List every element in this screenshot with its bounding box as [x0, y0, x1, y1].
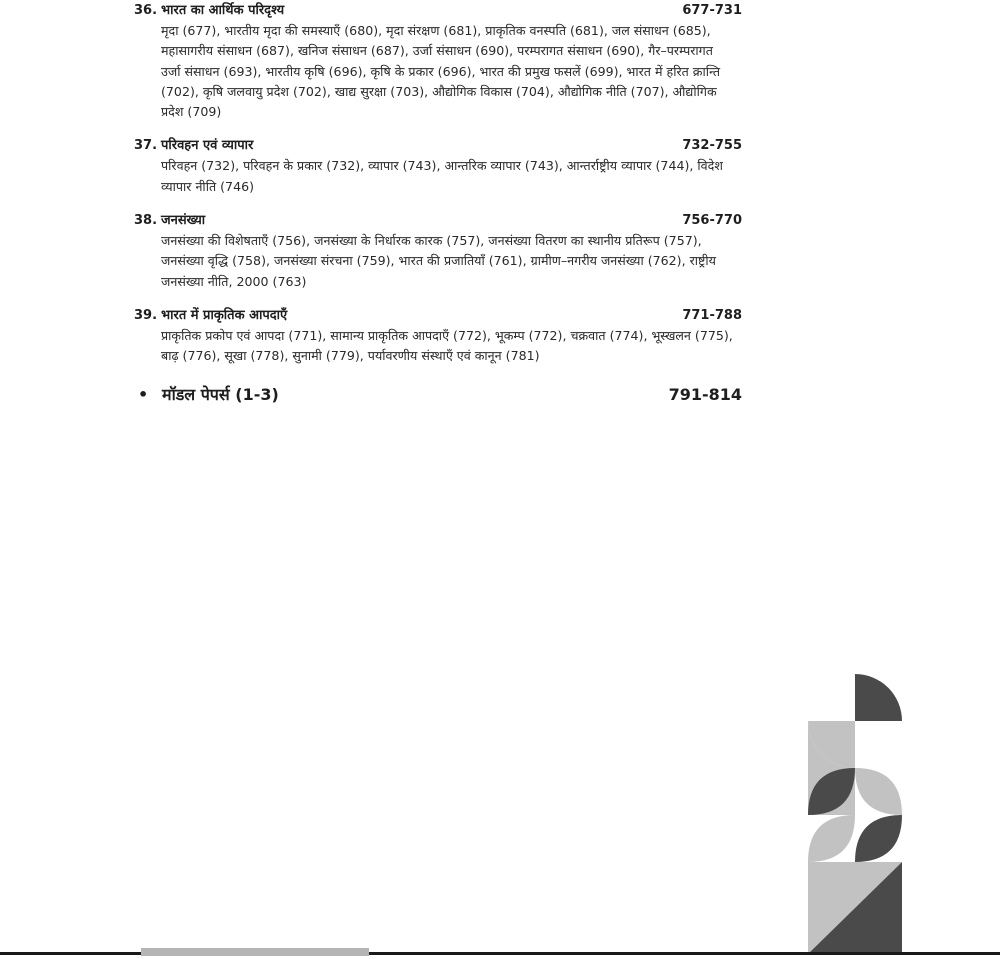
chapter-title: भारत में प्राकृतिक आपदाएँ — [161, 307, 288, 323]
table-of-contents — [134, 0, 742, 380]
chapter-title-line — [134, 305, 287, 323]
chapter-title-line — [134, 135, 253, 153]
chapter-heading — [134, 0, 742, 21]
model-papers-title-line — [138, 383, 279, 405]
model-papers-entry — [138, 383, 742, 405]
chapter-number: 38. — [134, 213, 158, 229]
chapter-36 — [134, 0, 742, 122]
leaf-dark-lower-shape — [855, 815, 902, 862]
chapter-title: भारत का आर्थिक परिदृश्य — [161, 3, 285, 18]
chapter-number: 39. — [134, 307, 158, 323]
footer-scroll-thumb — [141, 948, 369, 956]
chapter-pages: 677-731 — [682, 3, 742, 18]
chapter-38 — [134, 210, 742, 292]
chapter-topics: मृदा (677), भारतीय मृदा की समस्याएँ (680), मृदा संरक्षण (681), प्राकृतिक वनस्पति (681), जल संसाधन (685), महासागरीय संसाधन (687), खनिज संसाधन (687), उर्जा संसाधन (690), परम्परागत संसाधन (690), गैर–परम्परागत उर्जा संसाधन (693), भारतीय कृषि (696), कृषि के प्रकार (696), भारत की प्रमुख फसलें (699), भारत में हरित क्रान्ति (702), कृषि जलवायु प्रदेश (702), खाद्य सुरक्षा (703), औद्योगिक विकास (704), औद्योगिक नीति (707), औद्योगिक प्रदेश (709) — [161, 23, 721, 120]
chapter-topics: परिवहन (732), परिवहन के प्रकार (732), व्यापार (743), आन्तरिक व्यापार (743), आन्तर्राष्ट्रीय व्यापार (744), विदेश व्यापार नीति (746) — [161, 158, 723, 194]
leaf-light-lower-shape — [808, 815, 855, 862]
chapter-39 — [134, 305, 742, 367]
chapter-number: 37. — [134, 138, 158, 154]
half-circle-dark-shape — [855, 674, 902, 721]
chapter-pages: 771-788 — [682, 307, 742, 323]
chapter-heading — [134, 210, 742, 231]
chapter-37 — [134, 135, 742, 197]
chapter-topics: प्राकृतिक प्रकोप एवं आपदा (771), सामान्य प्राकृतिक आपदाएँ (772), भूकम्प (772), चक्रवात (774), भूस्खलन (775), बाढ़ (776), सूखा (778), सुनामी (779), पर्यावरणीय संस्थाएँ एवं कानून (781) — [161, 327, 733, 364]
chapter-heading — [134, 305, 742, 326]
chapter-topics: जनसंख्या की विशेषताएँ (756), जनसंख्या के निर्धारक कारक (757), जनसंख्या वितरण का स्थानीय प्रतिरूप (757), जनसंख्या वृद्धि (758), जनसंख्या संरचना (759), भारत की प्रजातियाँ (761), ग्रामीण–नगरीय जनसंख्या (762), राष्ट्रीय जनसंख्या नीति, 2000 (763) — [161, 233, 716, 289]
model-papers-pages: 791-814 — [668, 385, 742, 404]
decorative-geometric-icon — [808, 674, 902, 954]
chapter-title-line — [134, 210, 205, 228]
chapter-number: 36. — [134, 3, 158, 18]
chapter-title: परिवहन एवं व्यापार — [161, 138, 254, 154]
chapter-title-line — [134, 0, 284, 18]
bullet-icon: • — [138, 385, 149, 404]
chapter-pages: 732-755 — [682, 138, 742, 154]
chapter-title: जनसंख्या — [161, 213, 206, 229]
leaf-light-shape — [855, 768, 902, 815]
chapter-heading — [134, 135, 742, 156]
model-papers-title: मॉडल पेपर्स (1-3) — [162, 385, 279, 404]
chapter-pages: 756-770 — [682, 213, 742, 229]
